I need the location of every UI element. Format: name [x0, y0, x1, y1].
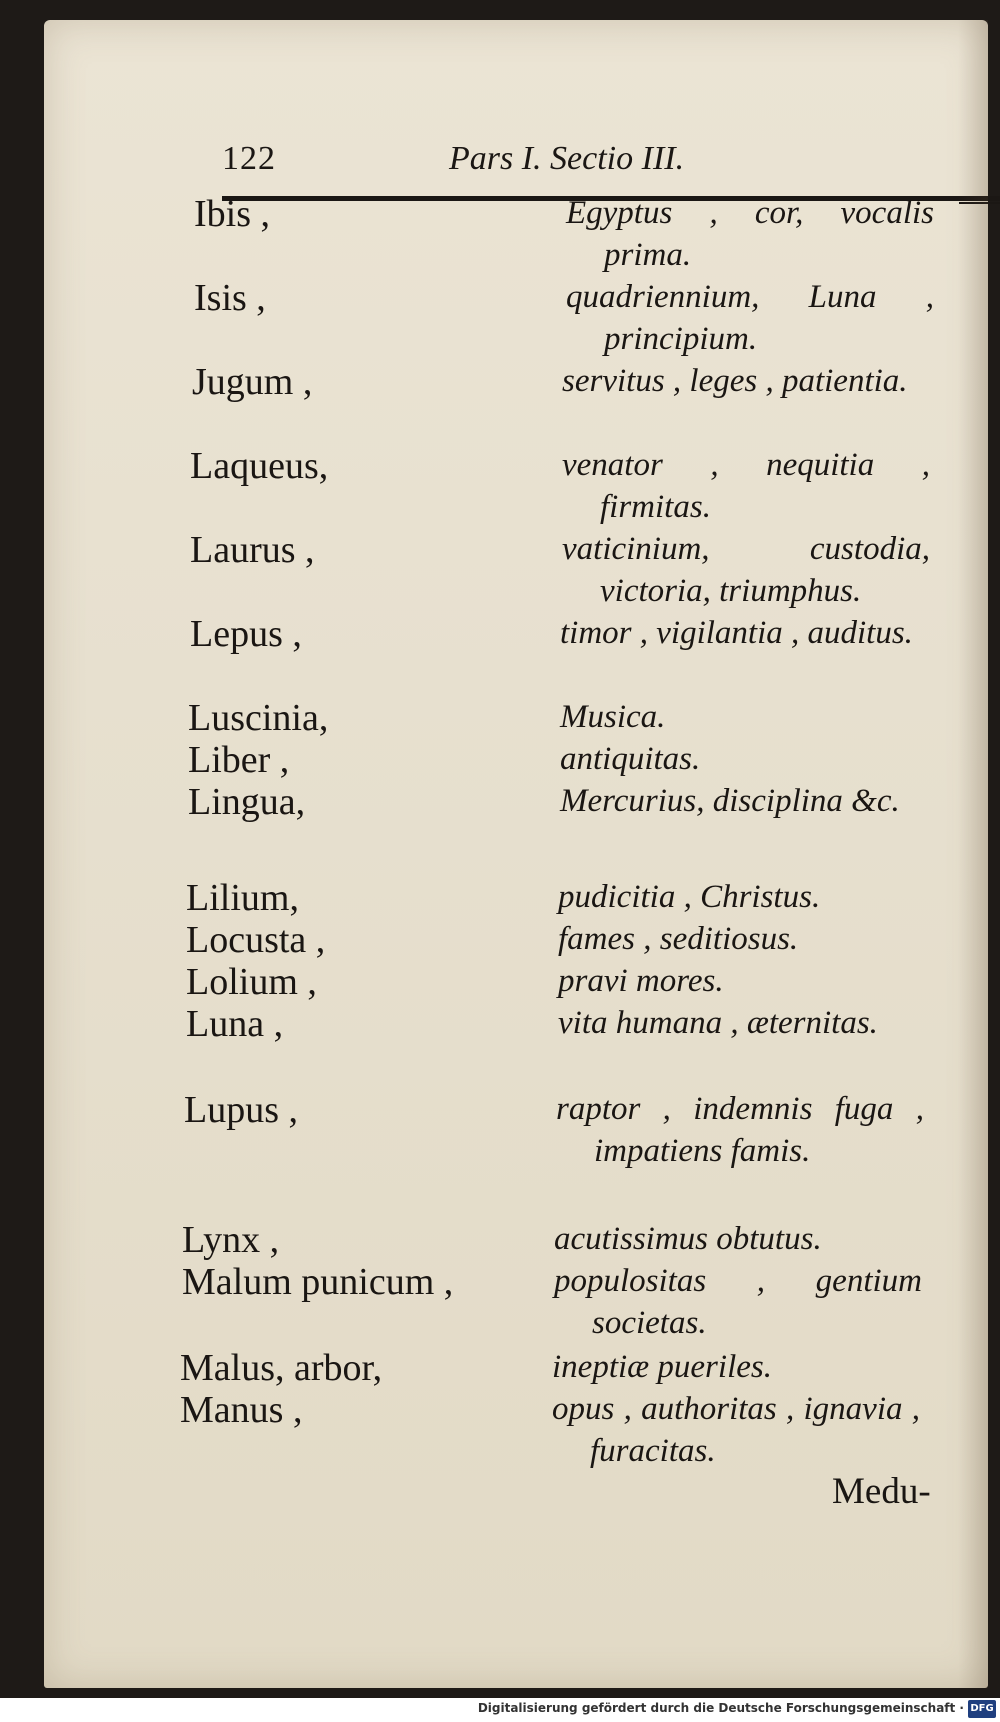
catchword: Medu- [832, 1471, 931, 1512]
entry-term: Malum punicum , [182, 1261, 454, 1303]
entry-meaning: antiquitas. [560, 741, 701, 777]
funding-credit: Digitalisierung gefördert durch die Deutsche Forschungsgemeinschaft · [477, 1701, 964, 1715]
running-head: Pars I. Sectio III. [449, 140, 685, 177]
entry-term: Lingua, [188, 781, 306, 823]
entry-term: Lepus , [190, 613, 302, 655]
entry-term: Luscinia, [188, 697, 329, 739]
entry-meaning: timor , vigilantia , auditus. [560, 615, 913, 651]
entry-meaning: Musica. [560, 699, 666, 735]
entry-meaning: servitus , leges , patientia. [562, 363, 908, 399]
digitization-footer [0, 1698, 1000, 1722]
entry-term: Laqueus, [190, 445, 329, 487]
entry-term: Liber , [188, 739, 290, 781]
entry-meaning: pudicitia , Christus. [558, 879, 821, 915]
entry-meaning: Egyptus , cor, vocalis prima. [566, 195, 934, 273]
entry-term: Manus , [180, 1389, 303, 1431]
entry-meaning: quadriennium, Luna , principium. [566, 279, 934, 357]
entry-meaning: venator , nequitia , firmitas. [562, 447, 930, 525]
entry-term: Laurus , [190, 529, 315, 571]
entry-meaning: ineptiæ pueriles. [552, 1349, 772, 1385]
entry-term: Jugum , [192, 361, 313, 403]
entry-meaning: opus , authoritas , ignavia , furacitas. [552, 1391, 920, 1469]
entry-term: Isis , [194, 277, 266, 319]
entry-meaning: vita humana , æternitas. [558, 1005, 878, 1041]
entry-meaning: acutissimus obtutus. [554, 1221, 822, 1257]
entry-term: Ibis , [194, 193, 270, 235]
entry-meaning: Mercurius, disciplina &c. [560, 783, 900, 819]
entry-term: Luna , [186, 1003, 284, 1045]
dfg-logo-icon: DFG [968, 1700, 996, 1718]
entry-term: Malus, arbor, [180, 1347, 383, 1389]
entry-term: Locusta , [186, 919, 326, 961]
entry-term: Lynx , [182, 1219, 280, 1261]
entry-meaning: vaticinium, custodia, victoria, triumphus. [562, 531, 930, 609]
entry-meaning: fames , seditiosus. [558, 921, 799, 957]
entry-term: Lolium , [186, 961, 317, 1003]
book-page [44, 20, 988, 1688]
entry-meaning: raptor , indemnis fuga , impatiens famis. [556, 1091, 924, 1169]
entry-meaning: pravi mores. [558, 963, 724, 999]
page-number: 122 [222, 140, 276, 177]
entry-term: Lilium, [186, 877, 299, 919]
header-rule-end [959, 202, 1000, 204]
entry-term: Lupus , [184, 1089, 298, 1131]
entry-meaning: populositas , gentium societas. [554, 1263, 922, 1341]
page-header [44, 140, 988, 180]
